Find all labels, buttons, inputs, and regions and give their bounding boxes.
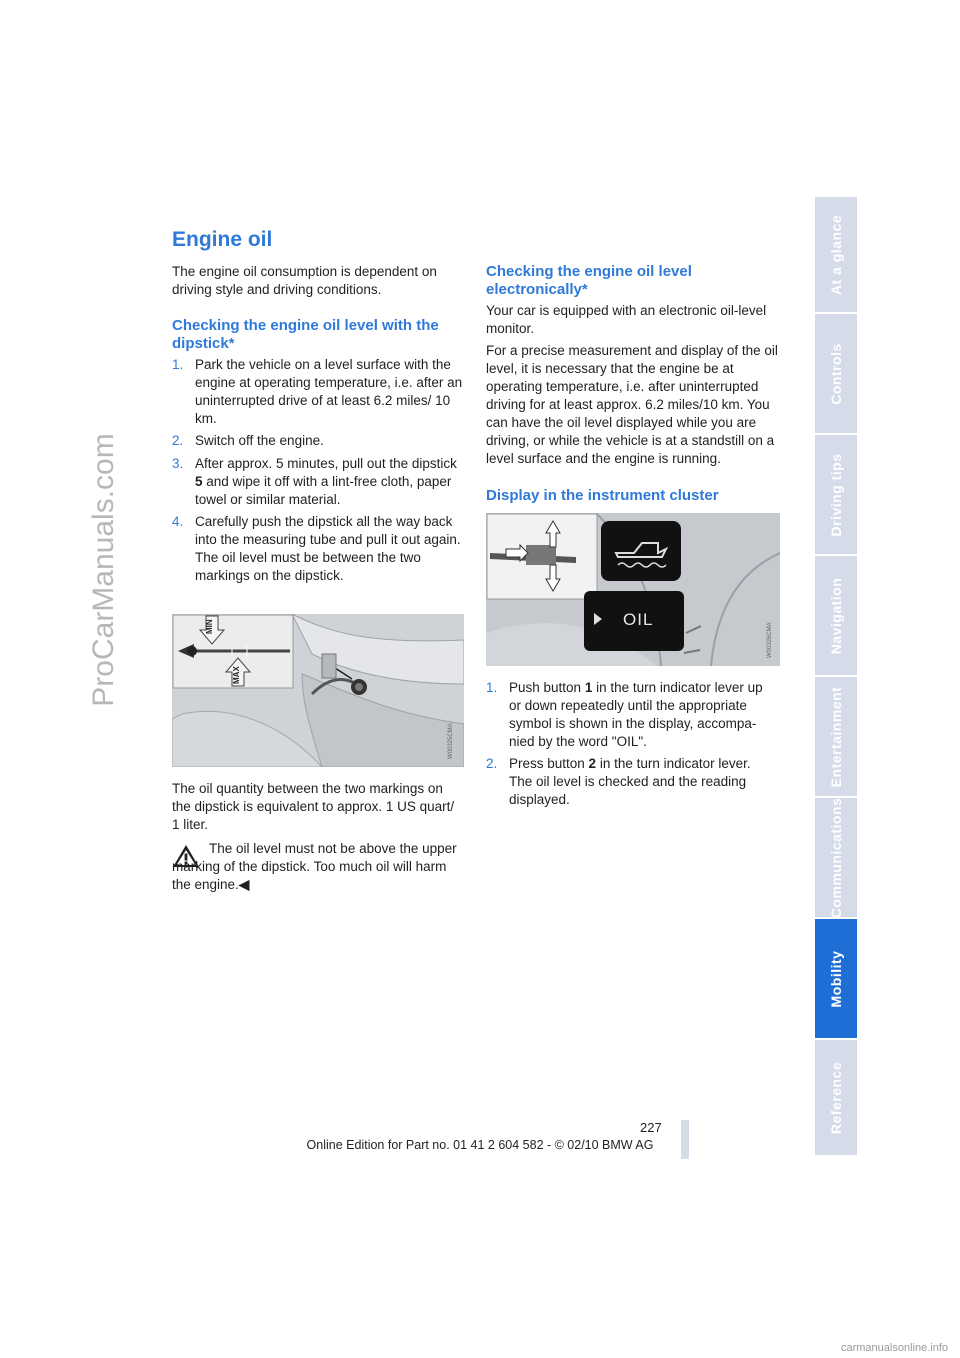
page-title: Engine oil [172, 228, 273, 251]
section-tabs [815, 197, 857, 1157]
dipstick-figure-code: W00325CMA [448, 723, 454, 759]
section-tab-navigation[interactable] [815, 556, 857, 675]
section-tab-entertainment[interactable] [815, 677, 857, 796]
section-tab-label: Mobility [828, 950, 844, 1007]
cluster-heading: Display in the instrument cluster [486, 487, 719, 504]
page-number: 227 [640, 1120, 662, 1135]
dipstick-heading: Checking the engine oil level with the dipstick* [172, 317, 439, 352]
section-tab-communications[interactable] [815, 798, 857, 917]
max-label: MAX [232, 666, 241, 684]
intro-paragraph: The engine oil consumption is dependent on driving style and driving conditions. [172, 264, 437, 297]
footer-edition: Online Edition for Part no. 01 41 2 604 582 - © 02/10 BMW AG [306, 1138, 654, 1152]
dipstick-figure [172, 614, 464, 767]
section-tab-label: Reference [828, 1061, 844, 1134]
electronic-paragraph-1: Your car is equipped with an electronic oil-level monitor. [486, 303, 767, 336]
cluster-figure-code: W00326CMA [767, 622, 773, 658]
electronic-heading: Checking the engine oil level electronically* [486, 263, 692, 298]
cluster-illustration [486, 513, 780, 666]
min-label: MIN [205, 619, 214, 634]
section-tab-label: At a glance [828, 214, 844, 295]
site-watermark: carmanualsonline.info [840, 1342, 948, 1354]
electronic-paragraph-2: For a precise measurement and display of the oil level, it is necessary that the engine be at operating temperature, i.e. after uninterrupted driving for at least approx. 6.2 miles/10 km. You can have the oil level displayed while you are driving, or while the vehicle is at a standstill on a level surface and the engine is running. [486, 343, 778, 466]
warning-text: The oil level must not be above the upper marking of the dipstick. Too much oil will harm the engine.◀ [172, 841, 457, 892]
section-tab-driving-tips[interactable] [815, 435, 857, 554]
section-tab-label: Communications [828, 797, 844, 918]
section-tab-mobility[interactable] [815, 919, 857, 1038]
section-tab-label: Driving tips [828, 452, 844, 537]
section-tab-controls[interactable] [815, 314, 857, 433]
oil-display-text: OIL [623, 610, 654, 629]
section-tab-at-a-glance[interactable] [815, 197, 857, 312]
oil-quantity-paragraph: The oil quantity between the two markings on the dipstick is equivalent to approx. 1 US quart/ 1 liter. [172, 781, 455, 832]
section-tab-label: Entertainment [828, 686, 844, 787]
section-tab-label: Navigation [828, 577, 844, 654]
cluster-figure [486, 513, 780, 666]
section-tab-label: Controls [828, 342, 844, 405]
dipstick-illustration [172, 614, 464, 767]
